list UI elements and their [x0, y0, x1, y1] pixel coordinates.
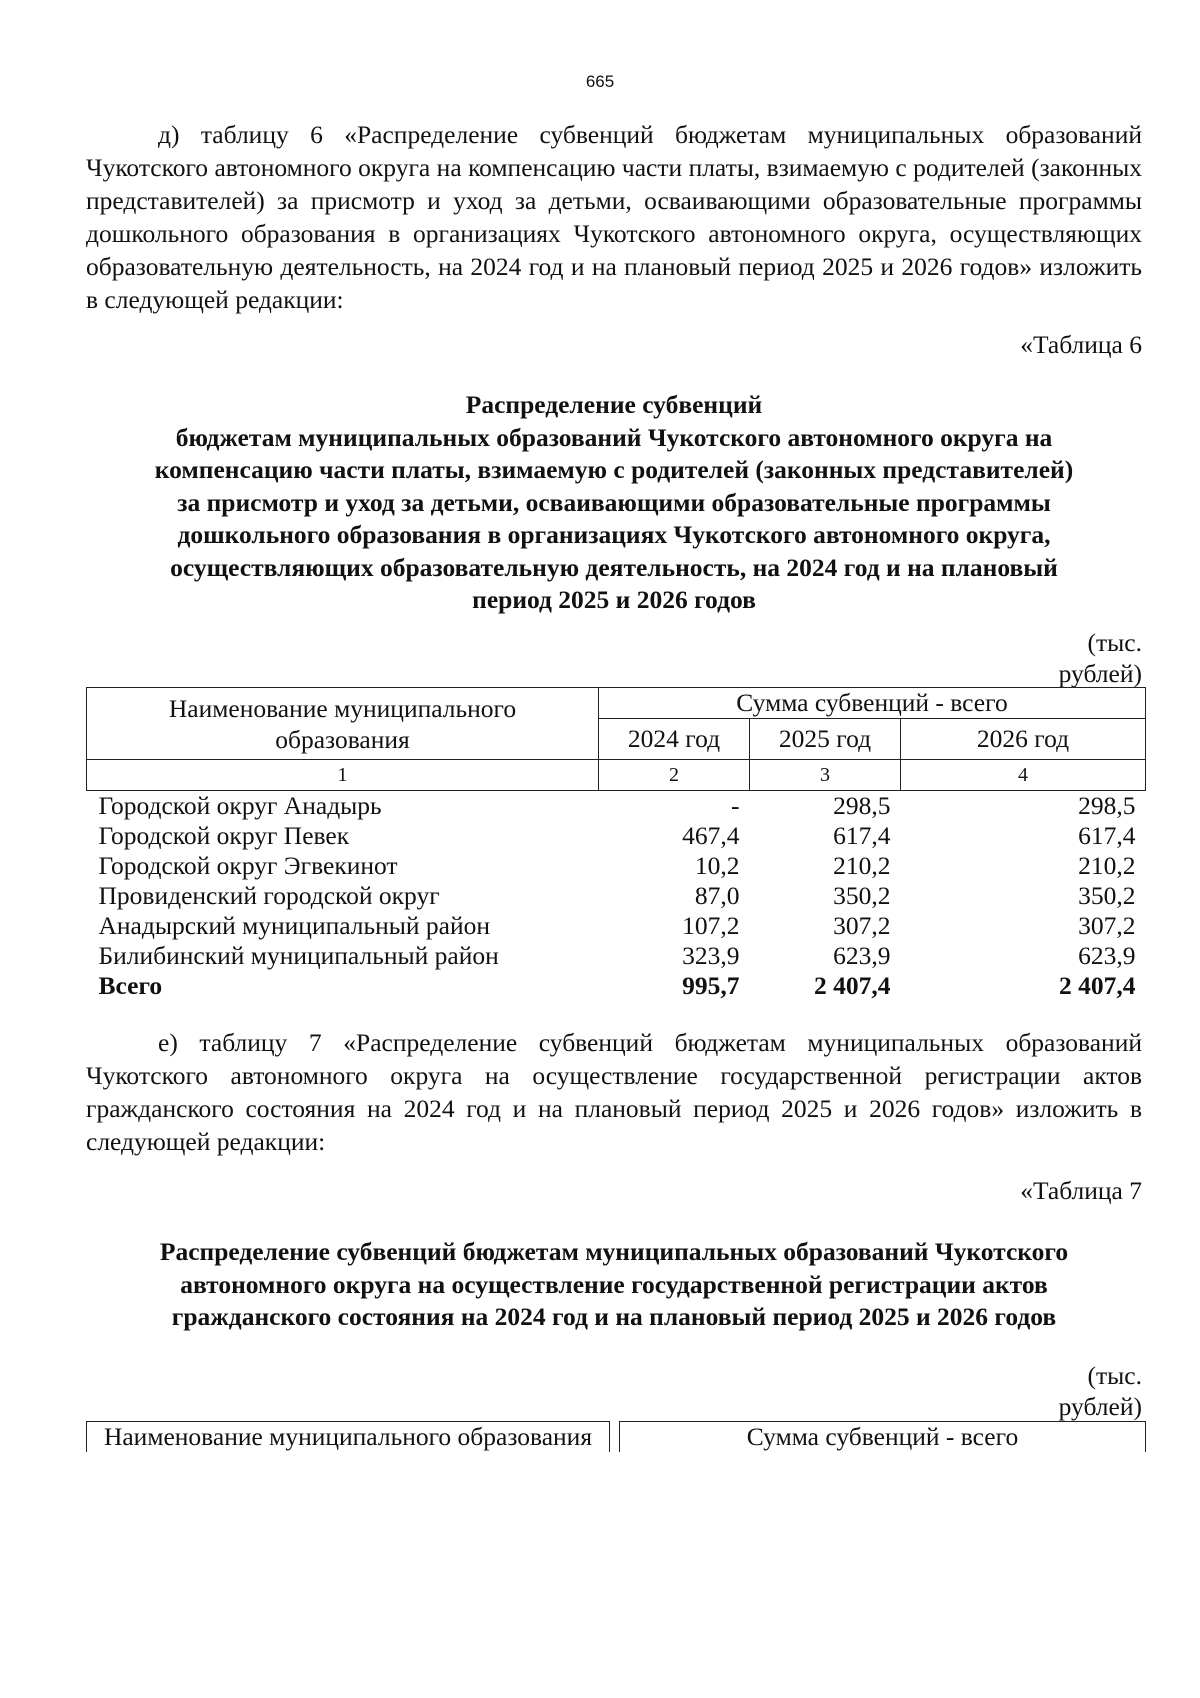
- table-row: [87, 911, 1146, 941]
- row-name: Провиденский городской округ: [98, 881, 440, 910]
- row-value-2024: 107,2: [682, 911, 740, 940]
- table6-title-line: за присмотр и уход за детьми, осваивающими образовательные программы: [177, 487, 1051, 517]
- paragraph-d: д) таблицу 6 «Распределение субвенций бюджетам муниципальных образований Чукотского автономного округа на компенсацию части платы, взимаемую с родителей (законных представителей) за присмотр и уход за детьми, осваивающими образовательные программы дошкольного образования в организациях Чукотского автономного округа, осуществляющих образовательную деятельность, на 2024 год и на плановый период 2025 и 2026 годов» изложить в следующей редакции:: [86, 120, 1142, 314]
- table6-units: [1022, 627, 1142, 689]
- table6-title-line: дошкольного образования в организациях Чукотского автономного округа,: [177, 520, 1051, 549]
- header-year-2024: 2024 год: [599, 719, 750, 760]
- row-value-2025: 617,4: [833, 821, 891, 850]
- col-number: 2: [599, 760, 750, 791]
- table7: [86, 1421, 1146, 1452]
- table-row: [87, 791, 1146, 822]
- header-name: Наименование муниципального образования: [87, 688, 599, 760]
- row-name: Анадырский муниципальный район: [98, 911, 491, 940]
- total-value-2024: 995,7: [682, 971, 740, 1000]
- row-value-2026: 298,5: [1078, 791, 1136, 820]
- header-year-2025: 2025 год: [750, 719, 901, 760]
- table-row: [87, 821, 1146, 851]
- table6-title-line: осуществляющих образовательную деятельность, на 2024 год и на плановый: [170, 552, 1058, 582]
- table6-title-line: период 2025 и 2026 годов: [472, 585, 756, 614]
- row-value-2025: 350,2: [833, 881, 891, 910]
- row-name: Билибинский муниципальный район: [98, 941, 499, 970]
- row-value-2024: 323,9: [682, 941, 740, 970]
- table6-title-line: бюджетам муниципальных образований Чукотского автономного округа на: [175, 422, 1053, 452]
- table7-title-line: автономного округа на осуществление государственной регистрации актов: [180, 1269, 1048, 1299]
- row-value-2026: 617,4: [1078, 821, 1136, 850]
- table7-units: [1022, 1360, 1142, 1422]
- row-value-2024: 467,4: [682, 821, 740, 850]
- row-value-2026: 623,9: [1078, 941, 1136, 970]
- table7-header-sum: Сумма субвенций - всего: [620, 1422, 1146, 1453]
- row-value-2024: 87,0: [694, 881, 740, 910]
- row-value-2024: 10,2: [694, 851, 740, 880]
- row-name: Городской округ Эгвекинот: [98, 851, 398, 880]
- table6-label: «Таблица 6: [1020, 330, 1142, 359]
- row-value-2026: 350,2: [1078, 881, 1136, 910]
- row-value-2024: -: [731, 791, 740, 820]
- row-value-2025: 623,9: [833, 941, 891, 970]
- table6: [86, 687, 1146, 1001]
- paragraph-e: е) таблицу 7 «Распределение субвенций бюджетам муниципальных образований Чукотского автономного округа на осуществление государственной регистрации актов гражданского состояния на 2024 год и на плановый период 2025 и 2026 годов» изложить в следующей редакции:: [86, 1028, 1142, 1156]
- row-name: Городской округ Певек: [98, 821, 350, 850]
- col-number: 3: [750, 760, 901, 791]
- units-line: (тыс.: [1087, 1361, 1142, 1390]
- total-value-2025: 2 407,4: [814, 971, 891, 1000]
- table-total-row: [87, 971, 1146, 1001]
- table6-title-line: компенсацию части платы, взимаемую с родителей (законных представителей): [154, 455, 1074, 484]
- table6-title: [86, 389, 1142, 617]
- col-number: 4: [901, 760, 1146, 791]
- units-line: (тыс.: [1087, 628, 1142, 657]
- row-name: Городской округ Анадырь: [98, 791, 382, 820]
- table7-label: «Таблица 7: [1020, 1176, 1142, 1205]
- table7-title-line: Распределение субвенций бюджетам муниципальных образований Чукотского: [159, 1237, 1069, 1266]
- table7-header-gap: [610, 1422, 620, 1453]
- table7-title-line: гражданского состояния на 2024 год и на плановый период 2025 и 2026 годов: [171, 1302, 1057, 1331]
- table7-title: [86, 1236, 1142, 1334]
- row-value-2025: 307,2: [833, 911, 891, 940]
- row-value-2026: 210,2: [1078, 851, 1136, 880]
- table-row: [87, 941, 1146, 971]
- total-value-2026: 2 407,4: [1059, 971, 1136, 1000]
- row-value-2026: 307,2: [1078, 911, 1136, 940]
- row-value-2025: 298,5: [833, 791, 891, 820]
- table-row: [87, 881, 1146, 911]
- units-line: рублей): [1058, 659, 1142, 688]
- row-value-2025: 210,2: [833, 851, 891, 880]
- units-line: рублей): [1058, 1392, 1142, 1421]
- table6-title-line: Распределение субвенций: [465, 390, 763, 419]
- total-name: Всего: [98, 971, 163, 1000]
- col-number: 1: [87, 760, 599, 791]
- table-row: [87, 851, 1146, 881]
- page-number: 665: [585, 72, 615, 91]
- header-year-2026: 2026 год: [901, 719, 1146, 760]
- table7-header-name: Наименование муниципального образования: [87, 1422, 610, 1453]
- header-sum: Сумма субвенций - всего: [599, 688, 1146, 719]
